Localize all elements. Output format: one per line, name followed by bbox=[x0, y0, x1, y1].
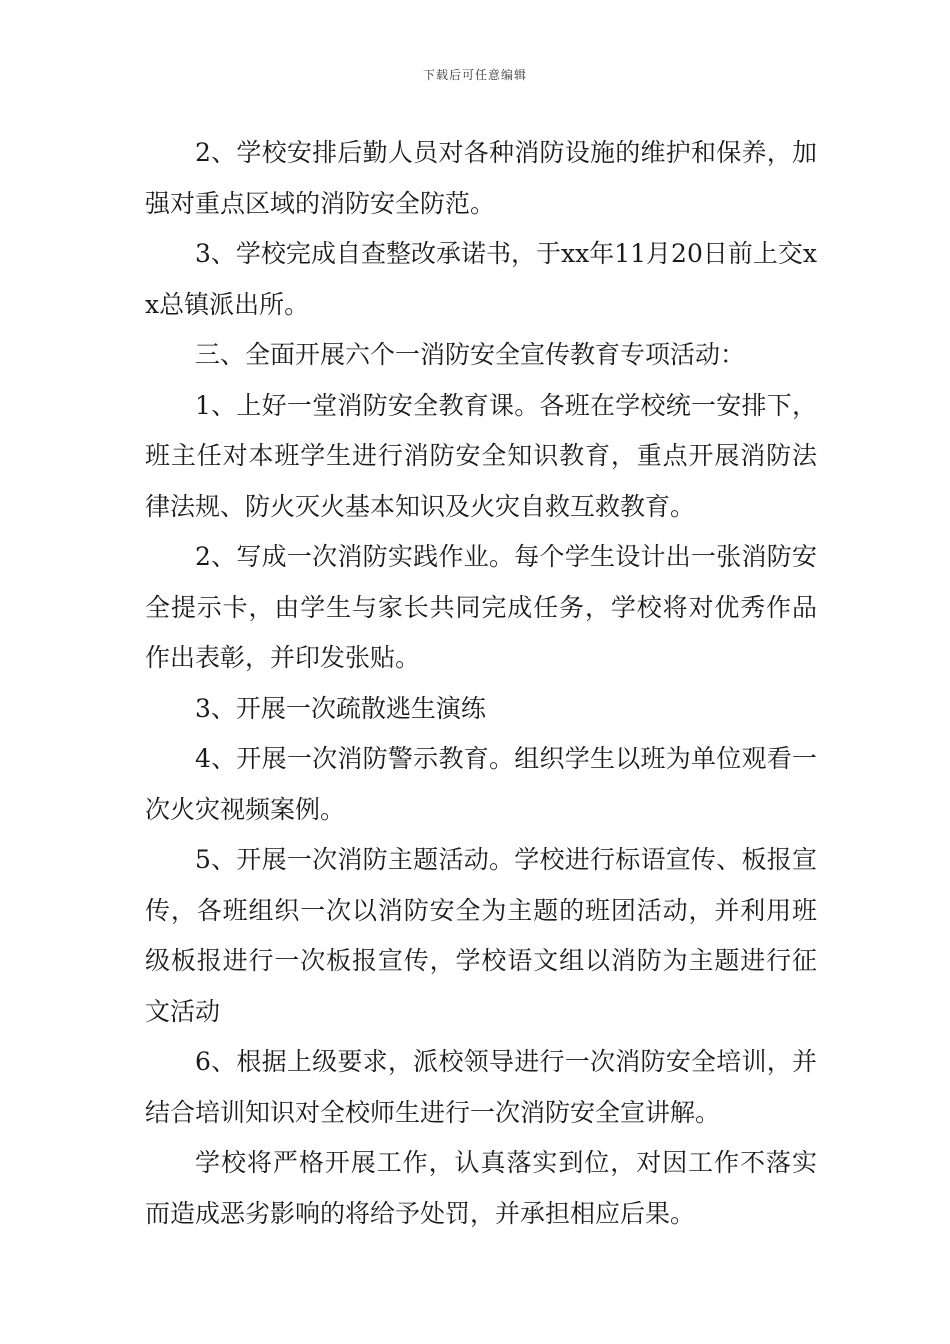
paragraph-practice-homework: 2、写成一次消防实践作业。每个学生设计出一张消防安全提示卡，由学生与家长共同完成任务，学校将对优秀作品作出表彰，并印发张贴。 bbox=[145, 542, 817, 672]
paragraph-conclusion: 学校将严格开展工作，认真落实到位，对因工作不落实而造成恶劣影响的将给予处罚，并承担相应后果。 bbox=[145, 1148, 817, 1228]
paragraph-self-check: 3、学校完成自查整改承诺书，于xx年11月20日前上交xx总镇派出所。 bbox=[145, 239, 817, 319]
paragraph-maintenance: 2、学校安排后勤人员对各种消防设施的维护和保养，加强对重点区域的消防安全防范。 bbox=[145, 138, 817, 218]
paragraph-education-class: 1、上好一堂消防安全教育课。各班在学校统一安排下，班主任对本班学生进行消防安全知识教育，重点开展消防法律法规、防火灭火基本知识及火灾自救互救教育。 bbox=[145, 390, 817, 521]
paragraph-section-three-heading: 三、全面开展六个一消防安全宣传教育专项活动： bbox=[195, 340, 746, 369]
paragraph-training: 6、根据上级要求，派校领导进行一次消防安全培训，并结合培训知识对全校师生进行一次消防安全宣讲解。 bbox=[145, 1047, 817, 1127]
page-header-note: 下载后可任意编辑 bbox=[422, 68, 527, 82]
paragraph-warning-education: 4、开展一次消防警示教育。组织学生以班为单位观看一次火灾视频案例。 bbox=[145, 744, 817, 824]
paragraph-theme-activity: 5、开展一次消防主题活动。学校进行标语宣传、板报宣传，各班组织一次以消防安全为主题的班团活动，并利用班级板报进行一次板报宣传，学校语文组以消防为主题进行征文活动 bbox=[145, 845, 817, 1026]
paragraph-evacuation-drill: 3、开展一次疏散逃生演练 bbox=[195, 693, 486, 723]
document-body bbox=[145, 128, 817, 1239]
